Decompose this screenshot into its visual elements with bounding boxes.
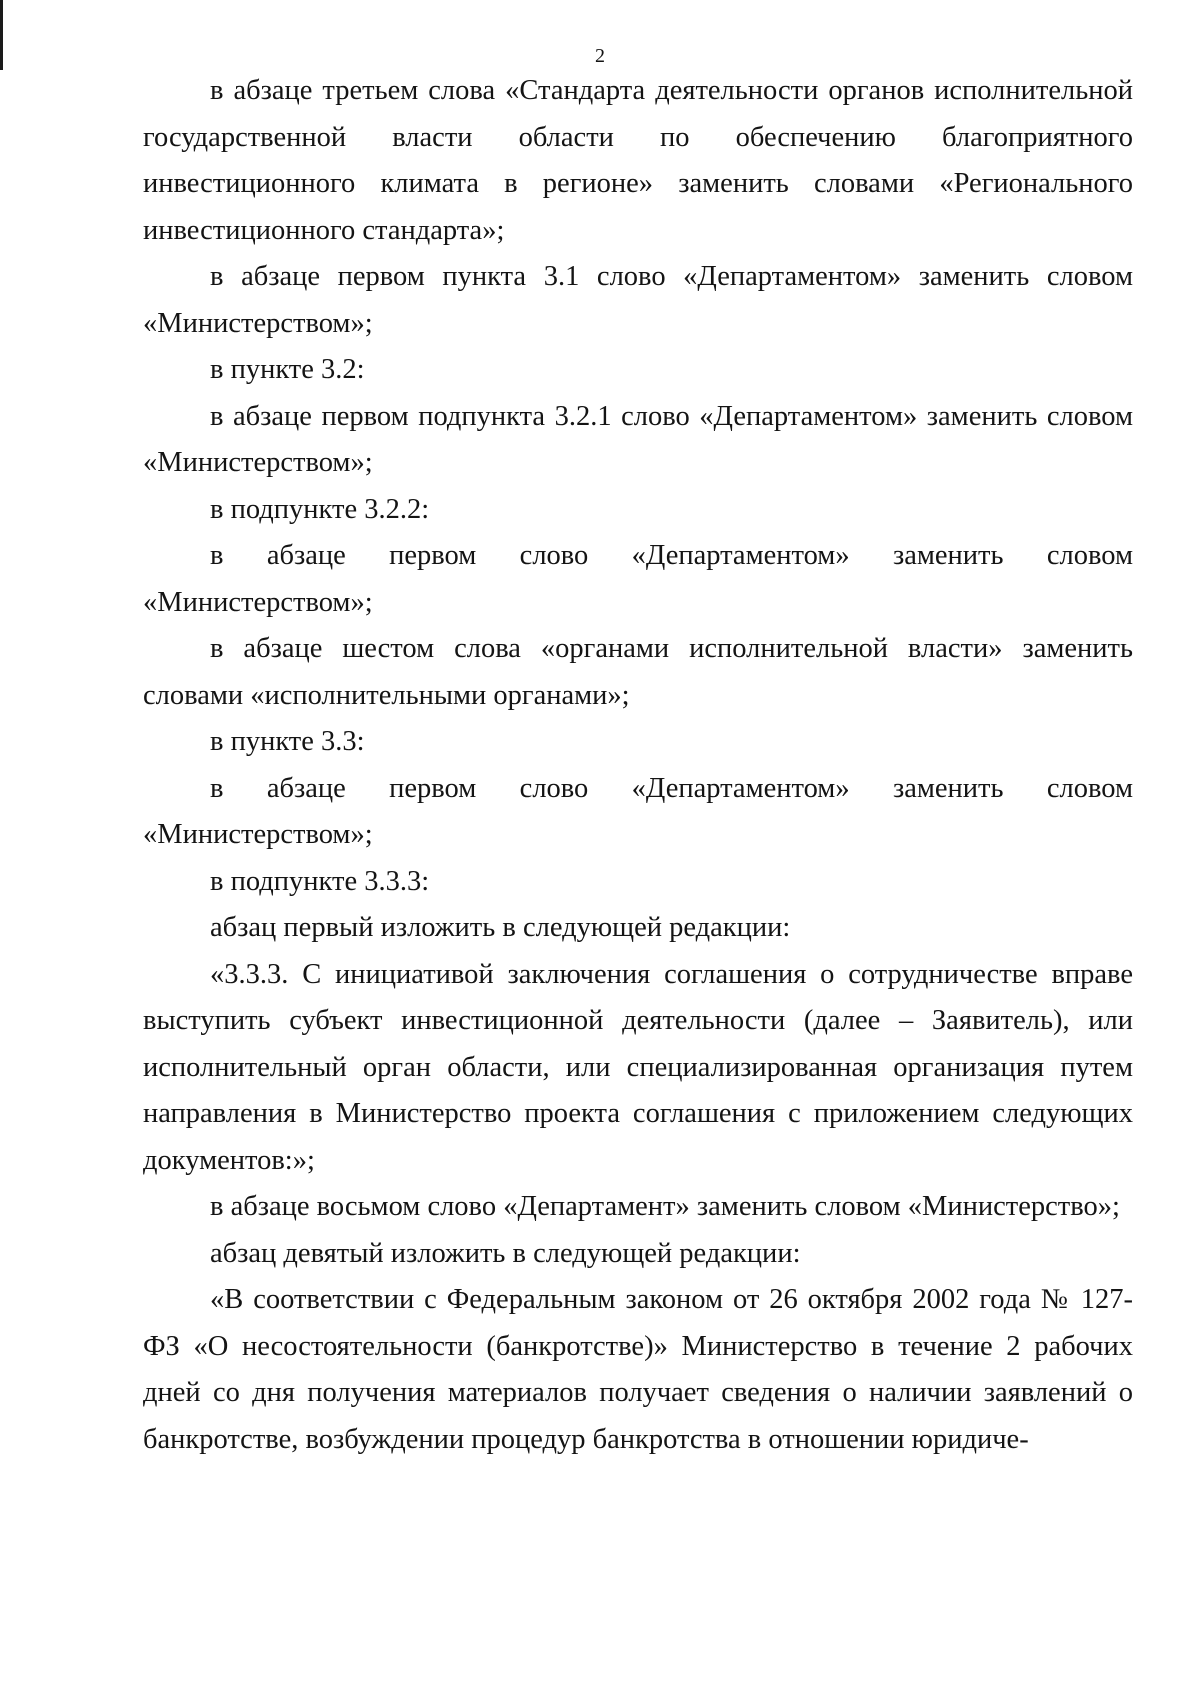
paragraph: в пункте 3.2: <box>210 354 365 385</box>
document-body <box>143 68 1133 1463</box>
paragraph: в подпункте 3.2.2: <box>210 493 430 525</box>
paragraph: в абзаце шестом слова «органами исполнительной власти» заменить словами «исполнительными органами»; <box>143 633 1133 711</box>
paragraph: в пункте 3.3: <box>210 726 365 757</box>
paragraph: в абзаце третьем слова «Стандарта деятельности органов исполнительной государственной власти области по обеспечению благоприятного инвестиционного климата в регионе» заменить словами «Регионального инвестиционного стандарта»; <box>143 75 1133 246</box>
paragraph: в подпункте 3.3.3: <box>210 865 430 897</box>
paragraph: в абзаце первом подпункта 3.2.1 слово «Департаментом» заменить словом «Министерством»; <box>143 400 1133 478</box>
paragraph: в абзаце восьмом слово «Департамент» заменить словом «Министерство»; <box>210 1191 1120 1222</box>
paragraph: абзац девятый изложить в следующей редакции: <box>210 1237 801 1269</box>
paragraph: в абзаце первом пункта 3.1 слово «Департаментом» заменить словом «Министерством»; <box>143 261 1133 339</box>
paragraph: «В соответствии с Федеральным законом от 26 октября 2002 года № 127-ФЗ «О несостоятельности (банкротстве)» Министерство в течение 2 рабочих дней со дня получения материалов получает сведения о наличии заявлений о банкротстве, возбуждении процедур банкротства в отношении юридиче- <box>143 1284 1133 1455</box>
paragraph: в абзаце первом слово «Департаментом» заменить словом «Министерством»; <box>143 772 1133 850</box>
paragraph: в абзаце первом слово «Департаментом» заменить словом «Министерством»; <box>143 540 1133 618</box>
paragraph: абзац первый изложить в следующей редакции: <box>210 912 791 943</box>
paragraph: «3.3.3. С инициативой заключения соглашения о сотрудничестве вправе выступить субъект инвестиционной деятельности (далее – Заявитель), или исполнительный орган области, или специализированная организация путем направления в Министерство проекта соглашения с приложением следующих документов:»; <box>143 958 1133 1176</box>
page-number: 2 <box>595 45 605 67</box>
